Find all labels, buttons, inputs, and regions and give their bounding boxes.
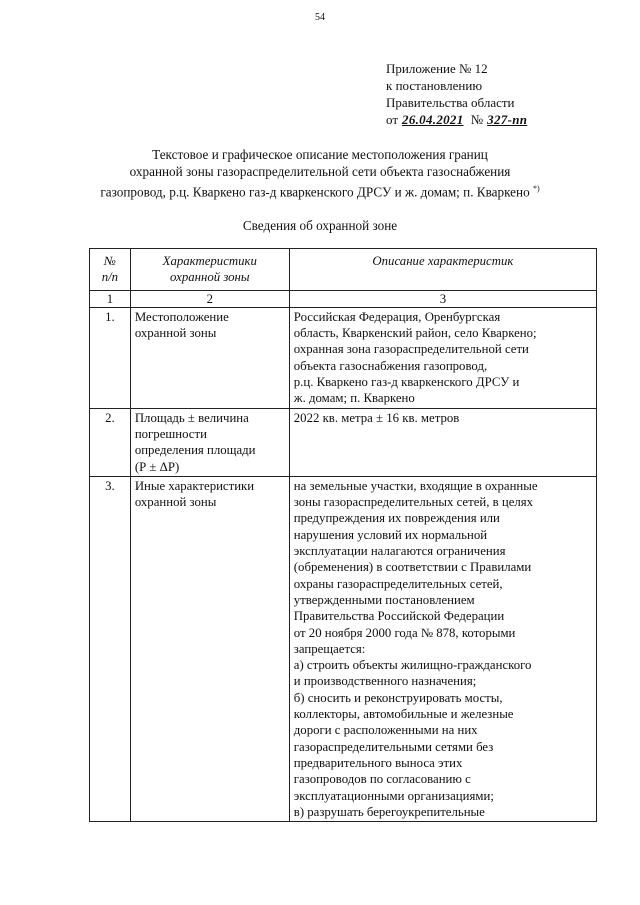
- text-line: охранной зоны: [134, 326, 217, 341]
- text-line: газораспределительными сетями без: [293, 739, 494, 754]
- row-number: 3.: [90, 476, 131, 821]
- text-line: и производственного назначения;: [293, 674, 477, 689]
- text-line: определения площади: [134, 443, 256, 458]
- row-description: [289, 476, 596, 821]
- text-line: эксплуатации налагаются ограничения: [293, 544, 506, 559]
- header-characteristics: [130, 249, 289, 291]
- handwritten-number: 327-пп: [487, 112, 528, 127]
- text-line: утвержденными постановлением: [293, 592, 475, 607]
- text-line: дороги с расположенными на них: [293, 723, 478, 738]
- column-number: 2: [130, 290, 289, 307]
- appendix-date-line: [386, 111, 531, 128]
- zone-info-table: [89, 248, 597, 822]
- column-number: 1: [90, 290, 131, 307]
- column-number: 3: [289, 290, 596, 307]
- appendix-block: [386, 60, 531, 128]
- header-characteristics-line: Характеристики: [162, 254, 257, 268]
- text-line: а) строить объекты жилищно-гражданского: [293, 658, 532, 673]
- appendix-line-2: к постановлению: [386, 78, 483, 93]
- text-line: эксплуатационными организациями;: [293, 788, 494, 803]
- text-line: от 20 ноября 2000 года № 878, которыми: [293, 625, 516, 640]
- header-number-line: п/п: [101, 270, 119, 285]
- text-line: охранная зона газораспределительной сети: [293, 342, 529, 357]
- table-row: [90, 476, 597, 821]
- text-line: (Р ± ΔР): [134, 459, 180, 474]
- table-row: [90, 408, 597, 476]
- table-header-row: [90, 249, 597, 291]
- text-line: (обременения) в соответствии с Правилами: [293, 560, 532, 575]
- text-line: нарушения условий их нормальной: [293, 527, 488, 542]
- footnote-mark: *): [532, 184, 540, 193]
- row-description: [289, 408, 596, 476]
- text-line: в) разрушать берегоукрепительные: [293, 804, 485, 819]
- text-line: р.ц. Кваркено газ-д кваркенского ДРСУ и: [293, 375, 520, 390]
- text-line: Местоположение: [134, 309, 229, 324]
- row-number: 1.: [90, 307, 131, 408]
- from-label: от: [386, 112, 399, 127]
- text-line: коллекторы, автомобильные и железные: [293, 707, 514, 722]
- header-number: [90, 249, 131, 291]
- text-line: предупреждения их повреждения или: [293, 511, 500, 526]
- handwritten-date: 26.04.2021: [402, 112, 464, 127]
- header-description-line: Описание характеристик: [372, 254, 514, 268]
- number-label: №: [470, 112, 484, 127]
- row-number: 2.: [90, 408, 131, 476]
- text-line: охраны газораспределительных сетей,: [293, 576, 503, 591]
- row-description: [289, 307, 596, 408]
- text-line: предварительного выноса этих: [293, 755, 463, 770]
- text-line: б) сносить и реконструировать мосты,: [293, 690, 503, 705]
- text-line: Правительства Российской Федерации: [293, 609, 505, 624]
- title-line-2: охранной зоны газораспределительной сети объекта газоснабжения: [129, 164, 511, 179]
- text-line: газопроводов по согласованию с: [293, 772, 471, 787]
- table-row: [90, 307, 597, 408]
- text-line: охранной зоны: [134, 495, 217, 510]
- row-label: [130, 476, 289, 821]
- row-label: [130, 307, 289, 408]
- appendix-line-1: Приложение № 12: [386, 61, 488, 76]
- section-title: Сведения об охранной зоне: [242, 218, 398, 233]
- header-description: [289, 249, 596, 291]
- text-line: на земельные участки, входящие в охранные: [293, 478, 538, 493]
- text-line: Российская Федерация, Оренбургская: [293, 309, 501, 324]
- text-line: запрещается:: [293, 641, 366, 656]
- text-line: объекта газоснабжения газопровод,: [293, 358, 488, 373]
- text-line: погрешности: [134, 426, 207, 441]
- text-line: зоны газораспределительных сетей, в целях: [293, 495, 534, 510]
- header-number-line: №: [103, 254, 116, 268]
- text-line: Площадь ± величина: [134, 410, 249, 425]
- text-line: ж. домам; п. Кваркено: [293, 391, 415, 406]
- column-number-row: [90, 290, 597, 307]
- page-number: 54: [315, 12, 325, 23]
- header-characteristics-line: охранной зоны: [170, 270, 250, 285]
- appendix-line-3: Правительства области: [386, 95, 515, 110]
- text-line: 2022 кв. метра ± 16 кв. метров: [293, 410, 460, 425]
- document-title: [70, 146, 570, 200]
- row-label: [130, 408, 289, 476]
- title-line-3-text: газопровод, р.ц. Кваркено газ-д кваркенского ДРСУ и ж. домам; п. Кваркено: [100, 184, 530, 200]
- title-line-1: Текстовое и графическое описание местоположения границ: [152, 147, 488, 162]
- text-line: область, Кваркенский район, село Кваркено;: [293, 326, 537, 341]
- title-line-3: [70, 180, 570, 200]
- text-line: Иные характеристики: [134, 478, 255, 493]
